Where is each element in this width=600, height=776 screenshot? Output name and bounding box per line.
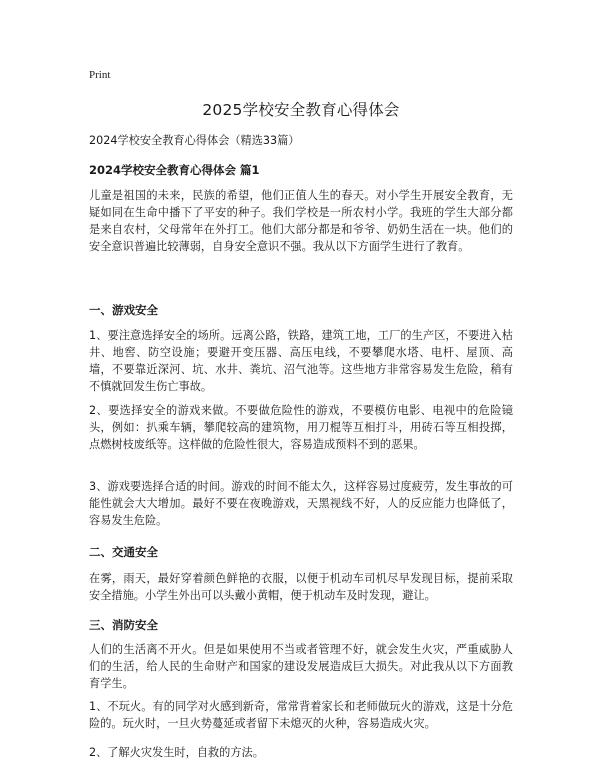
document-subtitle: 2024学校安全教育心得体会（精选33篇） (89, 134, 300, 147)
print-link[interactable]: Print (89, 69, 111, 81)
traffic-safety-paragraph: 在雾，雨天，最好穿着颜色鲜艳的衣服，以便于机动车司机尽早发现目标，提前采取安全措施。小学生外出可以头戴小黄帽，便于机动车及时发现，避让。 (89, 572, 513, 602)
section-heading-traffic-safety: 二、交通安全 (89, 545, 158, 559)
section-heading-game-safety: 一、游戏安全 (89, 303, 158, 317)
intro-paragraph: 儿童是祖国的未来，民族的希望，他们正值人生的春天。对小学生开展安全教育，无疑如同在生命中播下了平安的种子。我们学校是一所农村小学。我班的学生大部分都是来自农村，父母常年在外打工。他们大部分都是和爷爷、奶奶生活在一块。他们的安全意识普遍比较薄弱，自身安全意识不强。我从以下方面学生进行了教育。 (89, 189, 513, 253)
page-title: 2025学校安全教育心得体会 (202, 101, 400, 119)
game-safety-paragraph-3: 3、游戏要选择合适的时间。游戏的时间不能太久，这样容易过度疲劳，发生事故的可能性就会大大增加。最好不要在夜晚游戏，天黑视线不好，人的反应能力也降低了，容易发生危险。 (89, 480, 513, 527)
fire-safety-paragraph-2: 1、不玩火。有的同学对火感到新奇，常常背着家长和老师做玩火的游戏，这是十分危险的。玩火时，一旦火势蔓延或者留下未熄灭的火种，容易造成火灾。 (89, 700, 513, 730)
game-safety-paragraph-2: 2、要选择安全的游戏来做。不要做危险性的游戏，不要模仿电影、电视中的危险镜头，例如：扒乘车辆，攀爬较高的建筑物，用刀棍等互相打斗，用砖石等互相投掷，点燃树枝废纸等。这样做的危险性很大，容易造成预料不到的恶果。 (89, 404, 513, 451)
article-heading: 2024学校安全教育心得体会 篇1 (89, 163, 260, 177)
fire-safety-paragraph-3: 2、了解火灾发生时，自救的方法。 (89, 746, 264, 759)
fire-safety-paragraph-1: 人们的生活离不开火。但是如果使用不当或者管理不好，就会发生火灾，严重威胁人们的生活，给人民的生命财产和国家的建设发展造成巨大损失。对此我从以下方面教育学生。 (89, 643, 513, 690)
game-safety-paragraph-1: 1、要注意选择安全的场所。远离公路，铁路，建筑工地，工厂的生产区，不要进入枯井、地窖、防空设施；要避开变压器、高压电线，不要攀爬水塔、电杆、屋顶、高墙，不要靠近深河、坑、水井、粪坑、沼气池等。这些地方非常容易发生危险，稍有不慎就回发生伤亡事故。 (89, 329, 513, 393)
section-heading-fire-safety: 三、消防安全 (89, 618, 158, 632)
